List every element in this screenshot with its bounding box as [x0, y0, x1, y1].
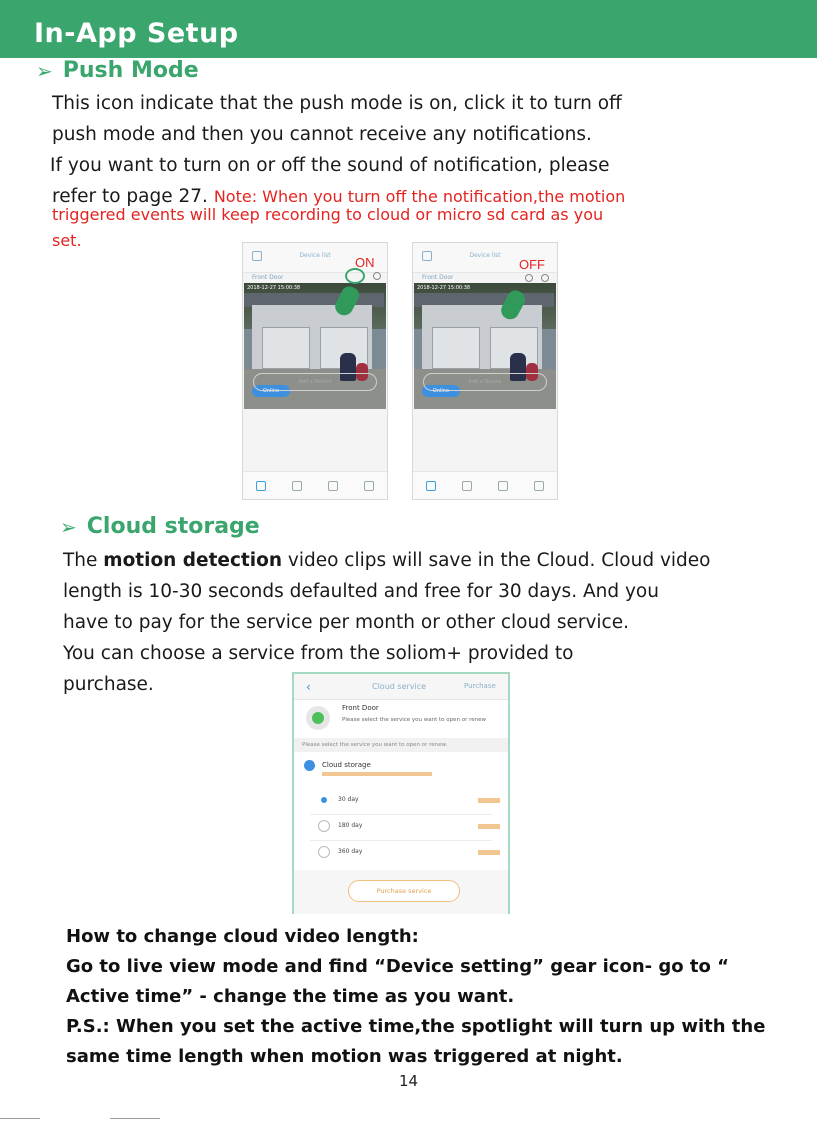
- plan-price: [478, 798, 500, 803]
- camera-timestamp: 2018-12-27 15:00:38: [417, 285, 471, 291]
- plan-option: 360 day: [338, 848, 363, 855]
- camera-timestamp: 2018-12-27 15:00:38: [247, 285, 301, 291]
- push-line: This icon indicate that the push mode is on, click it to turn off: [52, 93, 622, 114]
- howto-block: [66, 922, 765, 1072]
- note-text: Note: When you turn off the notification,the motion: [213, 187, 626, 206]
- purchase-service-button: Purchase service: [348, 880, 460, 902]
- cloud-service-screenshot: [292, 672, 510, 914]
- cloud-line: purchase.: [63, 674, 154, 695]
- device-name: Front Door: [422, 274, 454, 281]
- cloud-line: have to pay for the service per month or other cloud service.: [63, 612, 629, 633]
- device-name: Front Door: [342, 704, 379, 712]
- check-icon: [312, 712, 324, 724]
- cloud-line: You can choose a service from the soliom+ provided to: [63, 643, 574, 664]
- plan-option: 30 day: [338, 796, 359, 803]
- cloud-storage-heading-text: Cloud storage: [86, 514, 260, 539]
- footer-rule: [110, 1118, 160, 1119]
- me-nav-icon: [534, 481, 544, 491]
- cloud-storage-heading: [60, 514, 260, 539]
- push-line: refer to page 27.: [52, 186, 208, 207]
- camera-nav-icon: [426, 481, 436, 491]
- arrow-right-icon: ➢: [36, 58, 53, 83]
- cloud-service-title: Cloud service: [372, 682, 427, 691]
- note-line: triggered events will keep recording to cloud or micro sd card as you: [52, 205, 604, 224]
- add-device-button: Add a Device: [423, 373, 547, 391]
- check-icon: [304, 760, 315, 771]
- camera-nav-icon: [256, 481, 266, 491]
- arrow-right-icon: ➢: [60, 514, 77, 539]
- online-badge: Online: [252, 385, 290, 397]
- radio-icon: [318, 820, 330, 832]
- device-name: Front Door: [252, 274, 284, 281]
- online-badge: Online: [422, 385, 460, 397]
- page-number: 14: [398, 1072, 419, 1090]
- bell-off-icon: [525, 274, 533, 282]
- cloud-storage-label: Cloud storage: [322, 761, 371, 769]
- plan-price: [478, 824, 500, 829]
- note-line: set.: [52, 231, 82, 250]
- cloud-line: length is 10-30 seconds defaulted and free for 30 days. And you: [63, 581, 659, 602]
- push-line: push mode and then you cannot receive any notifications.: [52, 124, 592, 145]
- howto-line: Active time” - change the time as you want.: [66, 986, 515, 1007]
- radio-icon: [318, 794, 330, 806]
- back-icon: ‹: [306, 680, 311, 694]
- cloud-nav-icon: [292, 481, 302, 491]
- cloud-line: The motion detection video clips will save in the Cloud. Cloud video: [63, 550, 711, 571]
- push-line: If you want to turn on or off the sound of notification, please: [50, 155, 610, 176]
- phone-screenshot-off: [412, 242, 558, 500]
- album-nav-icon: [498, 481, 508, 491]
- plan-option: 180 day: [338, 822, 363, 829]
- push-on-label: ON: [355, 255, 375, 270]
- gear-icon: [541, 274, 549, 282]
- motion-detection-term: motion detection: [103, 550, 283, 571]
- radio-icon: [318, 846, 330, 858]
- footer-rule: [0, 1118, 40, 1119]
- cloud-nav-icon: [462, 481, 472, 491]
- album-nav-icon: [328, 481, 338, 491]
- service-description: Please select the service you want to open or renew: [342, 717, 487, 723]
- howto-line: How to change cloud video length:: [66, 926, 419, 947]
- phone-screenshot-on: [242, 242, 388, 500]
- device-list-title: Device list: [469, 252, 501, 259]
- select-service-banner: Please select the service you want to open or renew.: [294, 738, 508, 752]
- add-device-button: Add a Device: [253, 373, 377, 391]
- howto-line: P.S.: When you set the active time,the spotlight will turn up with the: [66, 1016, 766, 1037]
- push-bell-on-icon: [345, 268, 365, 284]
- page-title: In-App Setup: [34, 18, 239, 49]
- push-mode-heading: [36, 58, 199, 83]
- bottom-nav: [413, 471, 557, 499]
- me-nav-icon: [364, 481, 374, 491]
- plan-price: [478, 850, 500, 855]
- purchase-link: Purchase: [464, 682, 496, 690]
- push-off-label: OFF: [519, 257, 545, 272]
- howto-line: same time length when motion was triggered at night.: [66, 1046, 623, 1067]
- gear-icon: [373, 272, 381, 280]
- service-subtitle: [322, 772, 432, 776]
- device-list-title: Device list: [299, 252, 331, 259]
- push-mode-heading-text: Push Mode: [62, 58, 199, 83]
- howto-line: Go to live view mode and find “Device setting” gear icon- go to “: [66, 956, 729, 977]
- push-mode-paragraph: [52, 88, 772, 212]
- bottom-nav: [243, 471, 387, 499]
